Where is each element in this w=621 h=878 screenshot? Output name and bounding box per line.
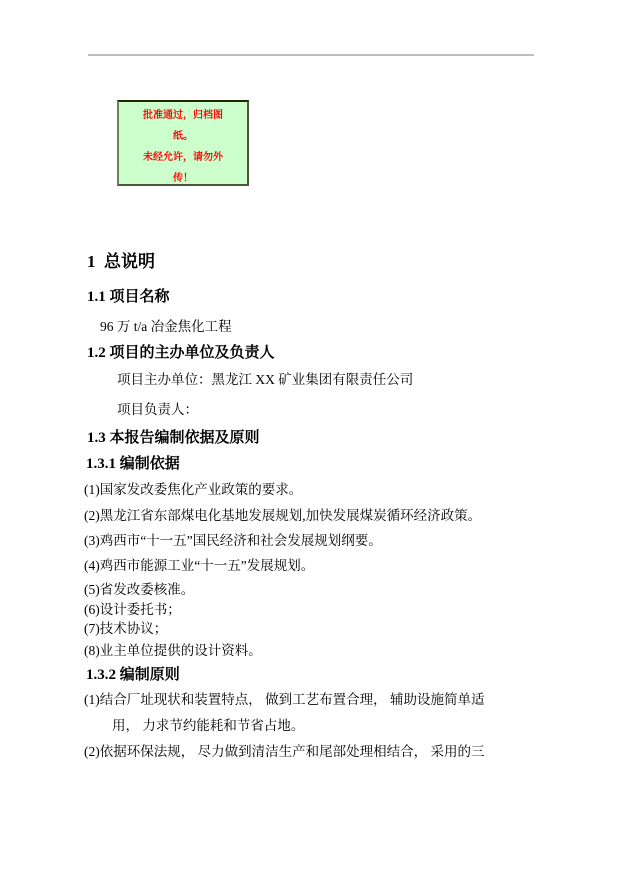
basis-item-6: (6)设计委托书； [84, 602, 181, 617]
project-name-text: 96 万 t/a 冶金焦化工程 [100, 319, 232, 334]
principle-line-2: 用， 力求节约能耗和节省占地。 [112, 718, 305, 733]
section-heading-1-1: 1.1 项目名称 [87, 289, 170, 305]
page-header-rule [88, 54, 534, 56]
subsection-heading-1-3-2: 1.3.2 编制原则 [86, 667, 180, 683]
leader-line: 项目负责人： [117, 402, 198, 417]
approval-stamp [117, 100, 249, 186]
stamp-line-4: 传！ [173, 173, 193, 184]
basis-item-1: (1)国家发改委焦化产业政策的要求。 [84, 482, 303, 497]
section-heading-1-3: 1.3 本报告编制依据及原则 [87, 430, 260, 446]
basis-item-2: (2)黑龙江省东部煤电化基地发展规划,加快发展煤炭循环经济政策。 [84, 508, 482, 523]
subsection-heading-1-3-1: 1.3.1 编制依据 [86, 456, 180, 472]
principle-line-1: (1)结合厂址现状和装置特点， 做到工艺布置合理， 辅助设施简单适 [84, 692, 485, 707]
basis-item-4: (4)鸡西市能源工业“十一五”发展规划。 [84, 558, 315, 573]
section-heading-1-2: 1.2 项目的主办单位及负责人 [87, 345, 275, 361]
principle-line-3: (2)依据环保法规， 尽力做到清洁生产和尾部处理相结合， 采用的三 [84, 744, 485, 759]
chapter-heading: 1 总说明 [87, 252, 155, 271]
stamp-line-2: 纸。 [173, 131, 193, 142]
stamp-line-3: 未经允许，请勿外 [143, 152, 223, 163]
sponsor-line: 项目主办单位：黑龙江 XX 矿业集团有限责任公司 [117, 372, 414, 387]
basis-item-5: (5)省发改委核准。 [84, 582, 195, 597]
basis-item-3: (3)鸡西市“十一五”国民经济和社会发展规划纲要。 [84, 533, 382, 548]
basis-item-7: (7)技术协议； [84, 621, 168, 636]
stamp-line-1: 批准通过，归档图 [143, 110, 223, 121]
basis-item-8: (8)业主单位提供的设计资料。 [84, 643, 262, 658]
